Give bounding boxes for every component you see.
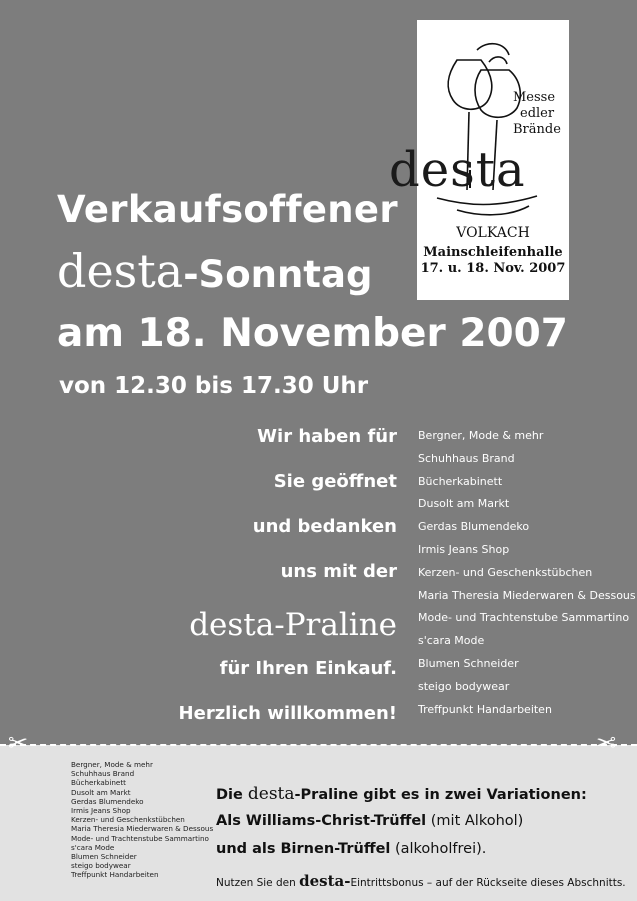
message-line: Wir haben für bbox=[257, 426, 397, 447]
list-item: Blumen Schneider bbox=[71, 852, 137, 862]
list-item: Bergner, Mode & mehr bbox=[418, 429, 544, 442]
coupon-footer-brand: desta- bbox=[299, 872, 351, 890]
list-item: Mode- und Trachtenstube Sammartino bbox=[71, 833, 209, 843]
logo-brand: desta bbox=[389, 142, 526, 198]
list-item: steigo bodywear bbox=[71, 861, 131, 871]
coupon-footer-prefix: Nutzen Sie den bbox=[216, 877, 300, 889]
coupon-headline bbox=[216, 784, 587, 804]
list-item: Dusolt am Markt bbox=[71, 787, 131, 797]
list-item: Dusolt am Markt bbox=[418, 497, 510, 511]
message-block bbox=[179, 424, 397, 746]
list-item: Bergner, Mode & mehr bbox=[71, 760, 153, 769]
list-item: Kerzen- und Geschenkstübchen bbox=[71, 815, 185, 825]
desta-logo bbox=[389, 20, 569, 300]
list-item: s'cara Mode bbox=[418, 634, 485, 648]
list-item: Gerdas Blumendeko bbox=[418, 520, 530, 534]
coupon-variant-1-note: (mit Alkohol) bbox=[426, 813, 524, 829]
headline-line2 bbox=[57, 244, 372, 298]
logo-city: VOLKACH bbox=[456, 225, 530, 241]
message-line: und bedanken bbox=[252, 516, 397, 537]
list-item: Maria Theresia Miederwaren & Dessous bbox=[71, 824, 214, 834]
logo-messe-line: edler bbox=[520, 106, 555, 121]
list-item: Blumen Schneider bbox=[418, 656, 519, 670]
message-line: Sie geöffnet bbox=[273, 471, 397, 492]
coupon-variant-2-note: (alkoholfrei). bbox=[390, 841, 487, 857]
scissors-icon: ✂ bbox=[8, 729, 29, 757]
logo-hall: Mainschleifenhalle bbox=[423, 245, 563, 260]
message-praline: desta-Praline bbox=[189, 607, 397, 643]
list-item: Irmis Jeans Shop bbox=[71, 806, 131, 816]
list-item: steigo bodywear bbox=[418, 679, 510, 693]
logo-dates: 17. u. 18. Nov. 2007 bbox=[420, 261, 566, 276]
headline-brand: desta bbox=[57, 244, 184, 298]
coupon-headline-prefix: Die bbox=[216, 787, 248, 803]
headline-date: am 18. November 2007 bbox=[57, 311, 568, 356]
list-item: Gerdas Blumendeko bbox=[71, 796, 144, 806]
list-item: s'cara Mode bbox=[71, 842, 115, 852]
list-item: Mode- und Trachtenstube Sammartino bbox=[418, 611, 630, 625]
list-item: Maria Theresia Miederwaren & Dessous bbox=[418, 588, 636, 602]
coupon-variant-2 bbox=[216, 841, 486, 857]
scissors-icon: ✂ bbox=[596, 729, 617, 757]
logo-messe-line: Brände bbox=[513, 122, 561, 137]
coupon-variant-2-name: und als Birnen-Trüffel bbox=[216, 841, 391, 857]
coupon-footer-rest: Eintrittsbonus – auf der Rückseite dieses Abschnitts. bbox=[350, 877, 626, 889]
coupon-brand: desta bbox=[247, 784, 295, 804]
list-item: Schuhhaus Brand bbox=[71, 769, 135, 779]
shop-list bbox=[418, 428, 636, 724]
headline-hours: von 12.30 bis 17.30 Uhr bbox=[59, 373, 369, 399]
coupon-variant-1-name: Als Williams-Christ-Trüffel bbox=[216, 813, 427, 829]
list-item: Irmis Jeans Shop bbox=[418, 542, 510, 556]
list-item: Kerzen- und Geschenkstübchen bbox=[418, 565, 593, 579]
list-item: Treffpunkt Handarbeiten bbox=[71, 870, 159, 880]
coupon-headline-rest: -Praline gibt es in zwei Variationen: bbox=[294, 787, 587, 803]
coupon-footer bbox=[216, 872, 626, 890]
coupon-shop-list bbox=[71, 760, 213, 880]
message-line: für Ihren Einkauf. bbox=[219, 658, 397, 679]
coupon-variant-1 bbox=[216, 813, 523, 829]
list-item: Schuhhaus Brand bbox=[418, 451, 515, 465]
list-item: Treffpunkt Handarbeiten bbox=[418, 702, 552, 716]
message-line: uns mit der bbox=[280, 561, 397, 582]
message-line: Herzlich willkommen! bbox=[178, 703, 397, 724]
list-item: Bücherkabinett bbox=[418, 474, 503, 488]
logo-messe-line: Messe bbox=[513, 90, 556, 105]
headline-line2-rest: -Sonntag bbox=[183, 253, 373, 296]
list-item: Bücherkabinett bbox=[71, 778, 126, 788]
headline-line1: Verkaufsoffener bbox=[57, 188, 398, 231]
